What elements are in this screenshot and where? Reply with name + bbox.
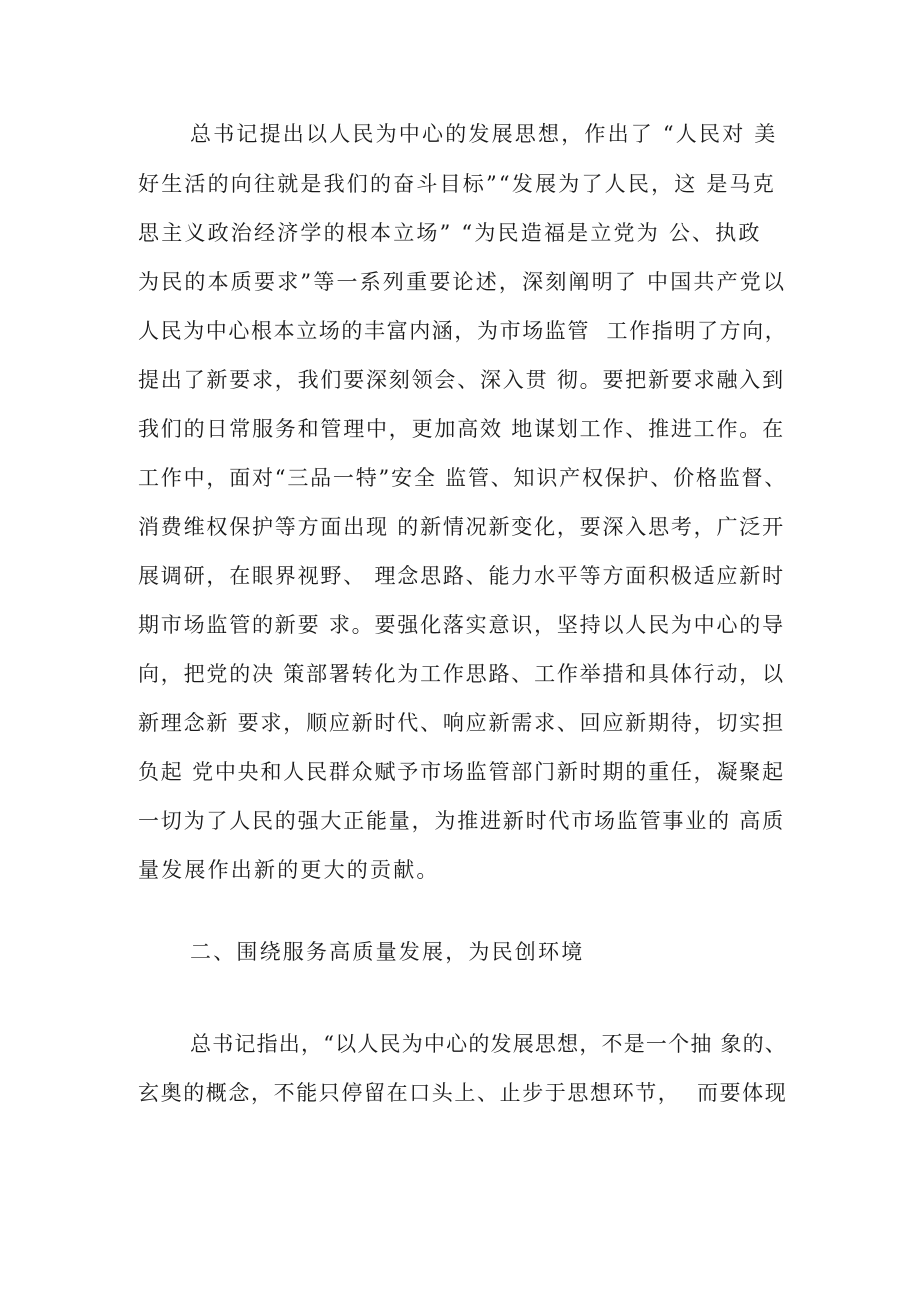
paragraph-2-line: 玄奥的概念，不能只停留在口头上、止步于思想环节， 而要体现 xyxy=(138,1081,788,1105)
paragraph-2-line: 总书记指出，“以人民为中心的发展思想，不是一个抽 象的、 xyxy=(190,1032,788,1056)
paragraph-1-line: 一切为了人民的强大正能量，为推进新时代市场监管事业的 高质 xyxy=(138,809,785,833)
paragraph-1-line: 好生活的向往就是我们的奋斗目标”“发展为了人民，这 是马克 xyxy=(138,172,776,196)
paragraph-1-line: 消费维权保护等方面出现 的新情况新变化，要深入思考，广泛开 xyxy=(138,515,785,539)
paragraph-1-line: 提出了新要求，我们要深刻领会、深入贯 彻。要把新要求融入到 xyxy=(138,368,785,392)
paragraph-1-line: 量发展作出新的更大的贡献。 xyxy=(138,858,440,882)
paragraph-1-line: 工作中，面对“三品一特”安全 监管、知识产权保护、价格监督、 xyxy=(138,466,788,490)
paragraph-1-line: 总书记提出以人民为中心的发展思想，作出了 “人民对 美 xyxy=(190,122,778,146)
paragraph-1-line: 我们的日常服务和管理中，更加高效 地谋划工作、推进工作。在 xyxy=(138,417,785,441)
paragraph-1-line: 负起 党中央和人民群众赋予市场监管部门新时期的重任，凝聚起 xyxy=(138,760,785,784)
section-heading-2: 二、围绕服务高质量发展，为民创环境 xyxy=(190,940,585,964)
paragraph-1-line: 人民为中心根本立场的丰富内涵，为市场监管 工作指明了方向， xyxy=(138,319,788,343)
paragraph-1-line: 展调研，在眼界视野、 理念思路、能力水平等方面积极适应新时 xyxy=(138,564,785,588)
paragraph-1-line: 期市场监管的新要 求。要强化落实意识，坚持以人民为中心的导 xyxy=(138,613,785,637)
paragraph-1-line: 向，把党的决 策部署转化为工作思路、工作举措和具体行动，以 xyxy=(138,662,785,686)
paragraph-1-line: 新理念新 要求，顺应新时代、响应新需求、回应新期待，切实担 xyxy=(138,711,785,735)
paragraph-1-line: 思主义政治经济学的根本立场” “为民造福是立党为 公、执政 xyxy=(138,221,762,245)
paragraph-1-line: 为民的本质要求”等一系列重要论述，深刻阐明了 中国共产党以 xyxy=(138,270,787,294)
